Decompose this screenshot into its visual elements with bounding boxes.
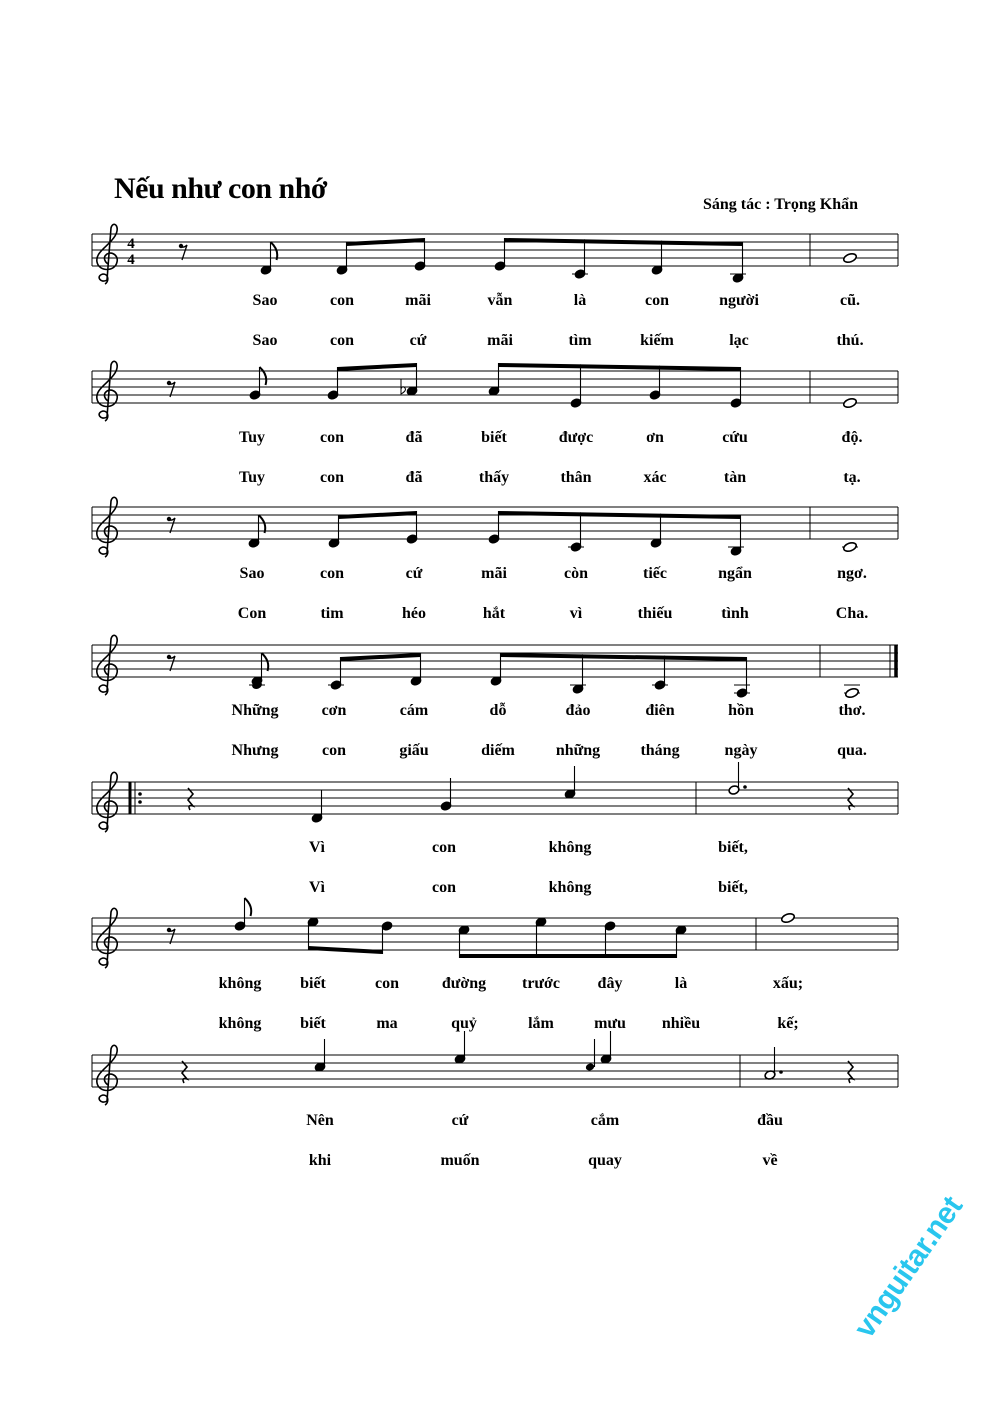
lyric-s2-v2-w3: đã [405, 469, 423, 486]
quarter-rest-icon [188, 788, 193, 810]
lyric-s6-v1-w4: đường [441, 975, 487, 992]
flat-icon [401, 379, 405, 394]
whole-note [843, 397, 858, 409]
note-head [586, 1063, 595, 1071]
lyric-s2-v1-w2: con [320, 429, 344, 446]
lyric-s4-v2-w6: tháng [640, 742, 680, 759]
lyric-s4-v2-w1: Nhưng [231, 742, 279, 759]
whole-note [843, 541, 858, 553]
whole-note [845, 687, 860, 699]
lyric-s7-v1-w3: cắm [590, 1112, 620, 1129]
lyric-s7-v2-w4: về [762, 1152, 778, 1169]
note-beam [499, 511, 741, 519]
lyric-s5-v1-w2: con [432, 839, 456, 856]
lyric-s6-v1-w5: trước [522, 975, 560, 992]
lyric-s7-v2-w3: quay [588, 1152, 622, 1169]
lyric-s1-v1-w7: người [719, 292, 759, 309]
lyric-s1-v2-w5: tìm [568, 332, 592, 349]
eighth-flag-icon [260, 367, 267, 385]
dot [779, 1070, 783, 1074]
lyric-s2-v1-w4: biết [481, 429, 507, 446]
lyric-s1-v1-w8: cũ. [840, 292, 860, 309]
lyric-s3-v2-w3: héo [402, 605, 426, 622]
quarter-rest-icon [182, 1061, 187, 1083]
lyric-s3-v2-w8: Cha. [835, 605, 869, 622]
note-beam [341, 653, 421, 661]
lyric-s6-v1-w1: không [218, 975, 262, 992]
lyric-s2-v1-w1: Tuy [238, 429, 266, 446]
lyric-s2-v2-w5: thân [560, 469, 592, 486]
lyric-s4-v2-w7: ngày [724, 742, 758, 759]
lyric-s2-v2-w8: tạ. [843, 469, 861, 486]
lyric-s1-v1-w5: là [573, 292, 587, 309]
lyric-s5-v2-w4: biết, [718, 879, 748, 896]
lyric-s5-v2-w2: con [432, 879, 456, 896]
note-beam [309, 946, 383, 954]
lyric-s3-v2-w7: tình [721, 605, 749, 622]
repeat-dot [138, 792, 142, 796]
lyric-s5-v1-w1: Vì [309, 839, 325, 856]
treble-clef-icon [97, 635, 117, 695]
lyric-s3-v1-w2: con [320, 565, 344, 582]
lyric-s2-v1-w5: được [558, 429, 594, 446]
lyric-s4-v1-w6: điên [645, 702, 675, 719]
note-beam [347, 238, 425, 246]
note-beam [460, 954, 677, 958]
lyric-s1-v2-w2: con [330, 332, 354, 349]
lyric-s1-v2-w8: thú. [836, 332, 864, 349]
lyric-s6-v2-w8: kế; [777, 1015, 799, 1032]
lyric-s3-v2-w2: tim [320, 605, 344, 622]
lyric-s1-v1-w1: Sao [252, 292, 278, 309]
lyric-s6-v1-w7: là [674, 975, 688, 992]
lyric-s6-v2-w5: lắm [528, 1015, 554, 1032]
lyric-s1-v2-w6: kiếm [640, 332, 674, 349]
lyric-s1-v2-w1: Sao [252, 332, 278, 349]
lyric-s5-v2-w1: Vì [309, 879, 325, 896]
lyric-s7-v1-w1: Nên [306, 1112, 334, 1129]
lyric-s3-v1-w3: cứ [405, 565, 423, 582]
lyric-s4-v1-w4: dỗ [489, 702, 507, 719]
note-beam [499, 363, 741, 371]
lyric-s3-v1-w5: còn [564, 565, 588, 582]
treble-clef-icon [97, 224, 117, 284]
whole-note [843, 252, 858, 264]
lyric-s3-v2-w5: vì [569, 605, 583, 622]
lyric-s6-v2-w7: nhiều [661, 1015, 701, 1032]
lyric-s4-v2-w2: con [322, 742, 346, 759]
lyric-s3-v1-w8: ngơ. [837, 565, 867, 582]
note-beam [338, 363, 417, 371]
lyric-s2-v1-w7: cứu [722, 429, 748, 446]
time-signature-bottom: 4 [127, 252, 135, 268]
lyric-s1-v2-w3: cứ [409, 332, 427, 349]
lyric-s2-v2-w7: tàn [723, 469, 747, 486]
note-beam [505, 238, 743, 246]
eighth-flag-icon [245, 898, 252, 916]
lyric-s2-v2-w6: xác [643, 469, 667, 486]
lyric-s4-v2-w3: giấu [399, 742, 429, 759]
lyric-s7-v1-w2: cứ [451, 1112, 469, 1129]
lyric-s5-v1-w3: không [548, 839, 592, 856]
lyric-s6-v2-w1: không [218, 1015, 262, 1032]
whole-note [781, 912, 796, 924]
lyric-s4-v1-w2: cơn [321, 702, 347, 719]
note-beam [501, 653, 747, 661]
lyric-s6-v1-w6: đây [597, 975, 623, 992]
song-title: Nếu như con nhớ [114, 172, 328, 205]
lyric-s6-v1-w3: con [375, 975, 399, 992]
lyric-s4-v2-w5: những [555, 742, 601, 759]
lyric-s6-v2-w6: mưu [594, 1015, 626, 1032]
lyric-s1-v1-w4: vẫn [487, 292, 513, 309]
quarter-rest-icon [848, 788, 853, 810]
dot [743, 785, 747, 789]
treble-clef-icon [97, 908, 117, 968]
lyric-s7-v1-w4: đầu [757, 1112, 783, 1129]
lyric-s3-v1-w7: ngẩn [718, 565, 752, 582]
lyric-s1-v1-w6: con [645, 292, 669, 309]
time-signature-top: 4 [127, 236, 135, 252]
lyric-s5-v2-w3: không [548, 879, 592, 896]
repeat-dot [138, 800, 142, 804]
lyric-s1-v1-w2: con [330, 292, 354, 309]
treble-clef-icon [97, 361, 117, 421]
lyric-s4-v1-w5: đảo [565, 702, 591, 719]
eighth-flag-icon [262, 653, 269, 671]
eighth-flag-icon [259, 515, 266, 533]
lyric-s3-v1-w1: Sao [239, 565, 265, 582]
lyric-s2-v1-w6: ơn [646, 429, 664, 446]
eighth-flag-icon [271, 242, 278, 260]
lyric-s4-v2-w8: qua. [837, 742, 867, 759]
lyric-s6-v2-w3: ma [376, 1015, 398, 1032]
lyric-s3-v1-w6: tiếc [643, 565, 667, 582]
lyric-s4-v2-w4: diếm [481, 742, 515, 759]
lyric-s3-v2-w4: hắt [482, 605, 506, 622]
lyric-s6-v2-w2: biết [300, 1015, 326, 1032]
lyric-s2-v2-w2: con [320, 469, 344, 486]
lyric-s4-v1-w7: hồn [728, 702, 754, 719]
lyric-s7-v2-w2: muốn [440, 1152, 480, 1169]
lyric-s1-v2-w7: lạc [729, 332, 749, 349]
lyric-s4-v1-w3: cám [399, 702, 429, 719]
treble-clef-icon [97, 772, 117, 832]
note-beam [339, 511, 417, 519]
lyric-s5-v1-w4: biết, [718, 839, 748, 856]
lyric-s2-v1-w3: đã [405, 429, 423, 446]
quarter-rest-icon [848, 1061, 853, 1083]
watermark-text: vnguitar.net [848, 1190, 970, 1344]
treble-clef-icon [97, 497, 117, 557]
lyric-s2-v2-w4: thấy [478, 469, 510, 486]
lyric-s1-v2-w4: mãi [487, 332, 513, 349]
lyric-s6-v2-w4: quỷ [451, 1015, 477, 1032]
lyric-s7-v2-w1: khi [308, 1152, 332, 1169]
lyric-s1-v1-w3: mãi [405, 292, 431, 309]
lyric-s2-v1-w8: độ. [841, 429, 863, 446]
lyric-s3-v2-w1: Con [237, 605, 267, 622]
lyric-s4-v1-w1: Những [231, 702, 279, 719]
lyric-s6-v1-w8: xấu; [772, 975, 804, 992]
lyric-s2-v2-w1: Tuy [238, 469, 266, 486]
treble-clef-icon [97, 1045, 117, 1105]
lyric-s3-v1-w4: mãi [481, 565, 507, 582]
lyric-s4-v1-w8: thơ. [838, 702, 866, 719]
lyric-s3-v2-w6: thiếu [637, 605, 673, 622]
lyric-s6-v1-w2: biết [300, 975, 326, 992]
composer-credit: Sáng tác : Trọng Khẩn [703, 196, 858, 213]
